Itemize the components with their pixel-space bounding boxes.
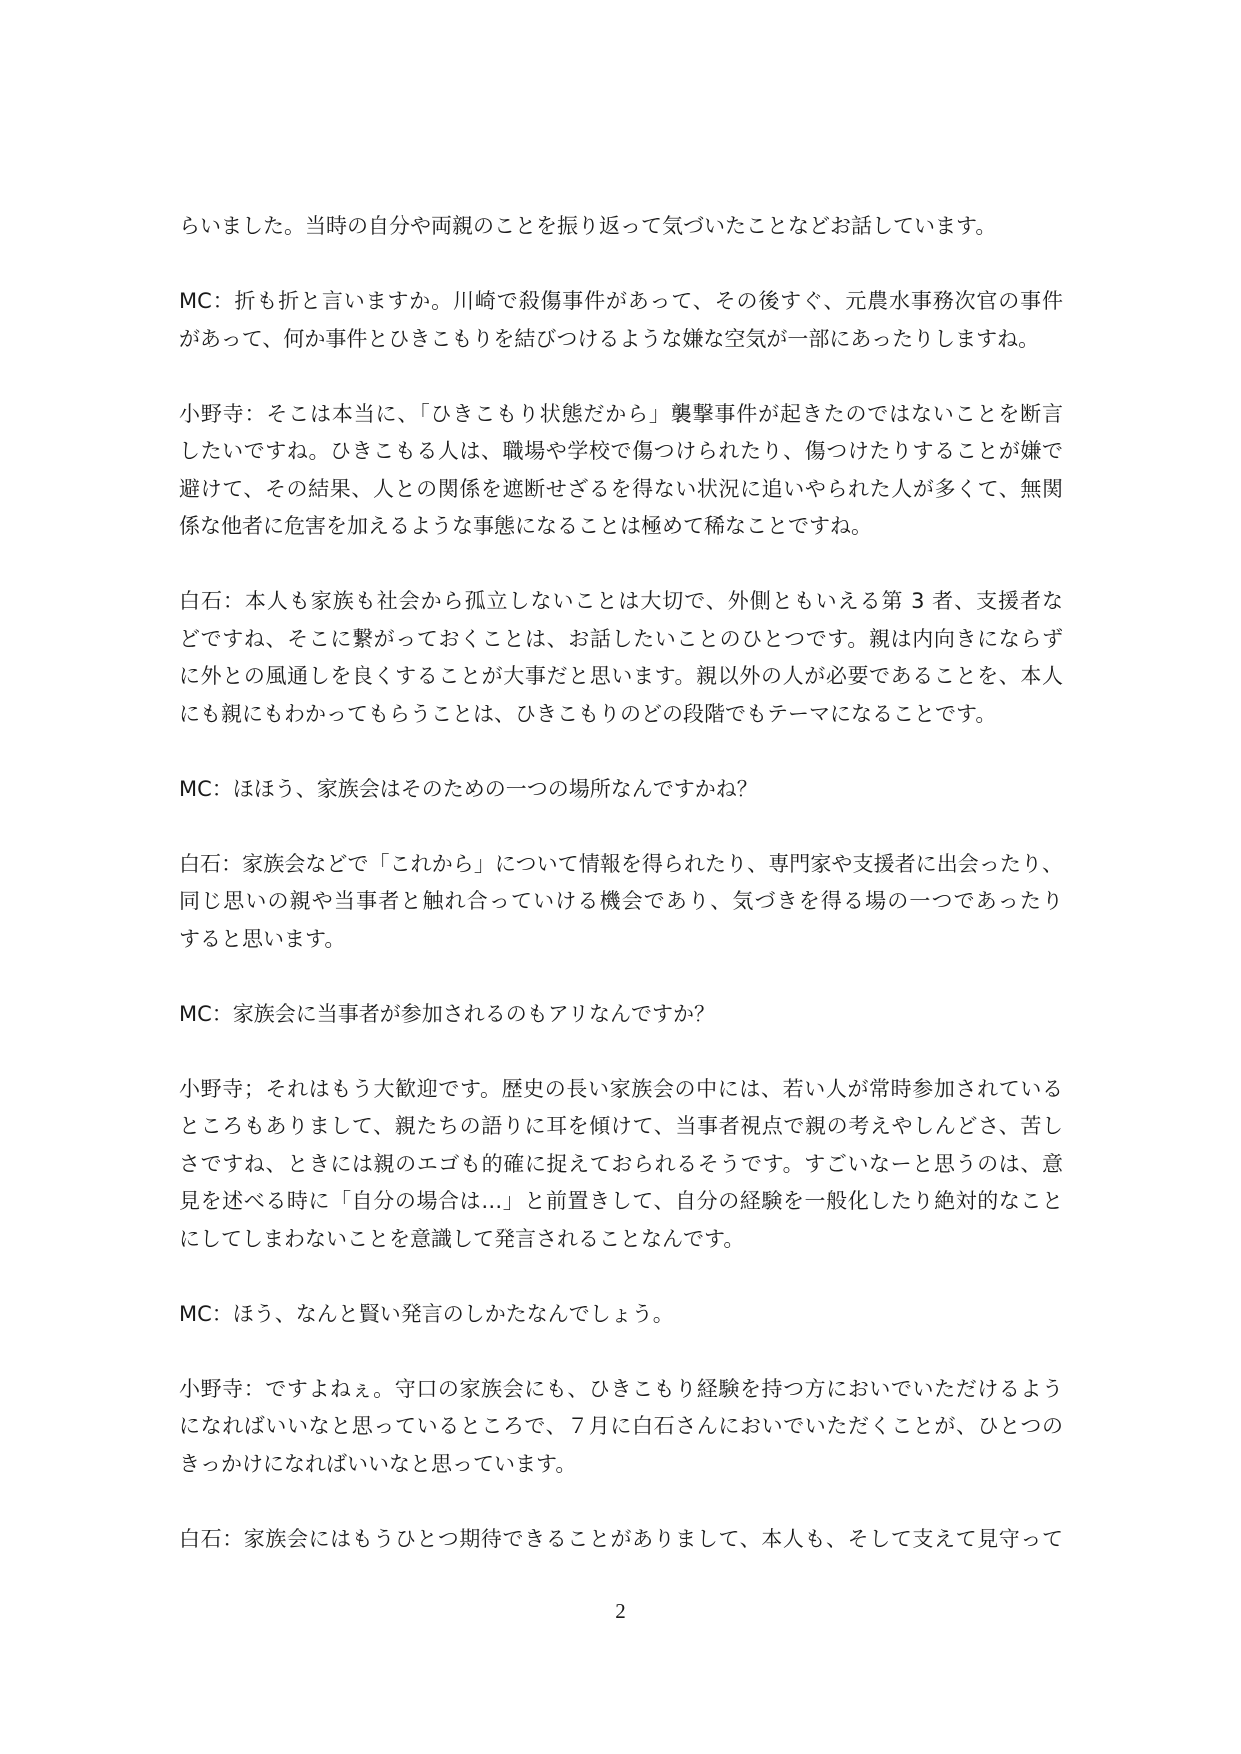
- text-line: 白石：家族会にはもうひとつ期待できることがありまして、本人も、そして支えて見守って: [179, 1526, 1064, 1551]
- paragraph: [179, 1521, 1063, 1559]
- paragraph: [179, 1071, 1063, 1259]
- text-line: 係な他者に危害を加えるような事態になることは極めて稀なことですね。: [179, 514, 872, 538]
- paragraph: [179, 846, 1063, 959]
- text-line: したいですね。ひきこもる人は、職場や学校で傷つけられたり、傷つけたりすることが嫌で: [179, 439, 1063, 463]
- text-line: にしてしまわないことを意識して発言されることなんです。: [179, 1226, 745, 1251]
- text-line: 小野寺：ですよねぇ。守口の家族会にも、ひきこもり経験を持つ方においでいただけるよう: [179, 1376, 1063, 1401]
- text-line: 小野寺；それはもう大歓迎です。歴史の長い家族会の中には、若い人が常時参加されている: [179, 1076, 1063, 1101]
- text-line: があって、何か事件とひきこもりを結びつけるような嫌な空気が一部にあったりしますね。: [179, 326, 1040, 351]
- paragraph: [179, 583, 1063, 733]
- paragraph: [179, 396, 1063, 546]
- text-line: 避けて、その結果、人との関係を遮断せざるを得ない状況に追いやられた人が多くて、無関: [179, 476, 1064, 501]
- text-line: 見を述べる時に「自分の場合は…」と前置きして、自分の経験を一般化したり絶対的なこと: [179, 1189, 1063, 1213]
- text-line: すると思います。: [179, 926, 346, 951]
- text-line: どですね、そこに繋がっておくことは、お話したいことのひとつです。親は内向きにならず: [179, 626, 1063, 651]
- paragraph: [179, 996, 1063, 1034]
- document-body: [179, 208, 1063, 1596]
- text-line: に外との風通しを良くすることが大事だと思います。親以外の人が必要であることを、本人: [179, 664, 1063, 688]
- text-line: にも親にもわかってもらうことは、ひきこもりのどの段階でもテーマになることです。: [179, 701, 997, 726]
- page-number: 2: [615, 1599, 626, 1623]
- paragraph: [179, 771, 1063, 809]
- text-line: MC：ほう、なんと賢い発言のしかたなんでしょう。: [179, 1301, 674, 1326]
- text-line: MC：折も折と言いますか。川崎で殺傷事件があって、その後すぐ、元農水事務次官の事件: [179, 289, 1063, 313]
- text-line: 白石：本人も家族も社会から孤立しないことは大切で、外側ともいえる第 3 者、支援者な: [179, 589, 1063, 613]
- text-line: 白石：家族会などで「これから」について情報を得られたり、専門家や支援者に出会ったり、: [179, 851, 1063, 876]
- text-line: さですね、ときには親のエゴも的確に捉えておられるそうです。すごいなーと思うのは、意: [179, 1151, 1063, 1176]
- text-line: MC：ほほう、家族会はそのための一つの場所なんですかね？: [179, 776, 758, 801]
- paragraph: [179, 208, 1063, 246]
- text-line: きっかけになればいいなと思っています。: [179, 1451, 577, 1476]
- text-line: 同じ思いの親や当事者と触れ合っていける機会であり、気づきを得る場の一つであったり: [179, 889, 1063, 913]
- paragraph: [179, 1371, 1063, 1484]
- text-line: 小野寺：そこは本当に、「ひきこもり状態だから」襲撃事件が起きたのではないことを断言: [179, 401, 1063, 426]
- paragraph: [179, 283, 1063, 358]
- paragraph: [179, 1296, 1063, 1334]
- text-line: MC：家族会に当事者が参加されるのもアリなんですか？: [179, 1001, 715, 1026]
- text-line: になればいいなと思っているところで、７月に白石さんにおいでいただくことが、ひとつの: [179, 1414, 1063, 1438]
- text-line: らいました。当時の自分や両親のことを振り返って気づいたことなどお話しています。: [179, 214, 997, 238]
- text-line: ところもありまして、親たちの語りに耳を傾けて、当事者視点で親の考えやしんどさ、苦し: [179, 1114, 1063, 1138]
